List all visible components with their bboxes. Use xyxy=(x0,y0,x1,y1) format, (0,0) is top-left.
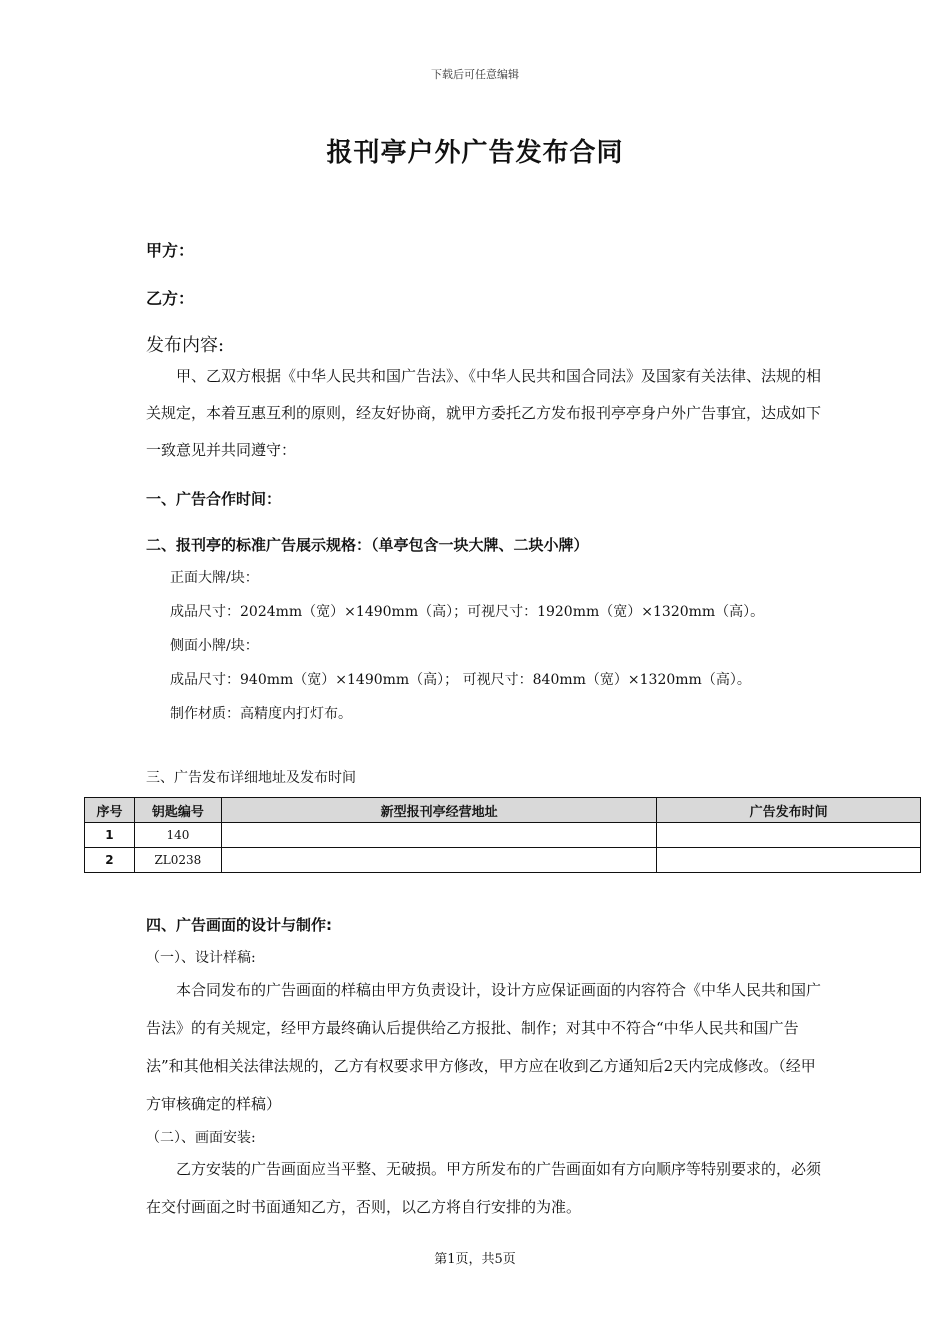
key-cell: 140 xyxy=(134,823,221,848)
column-header: 广告发布时间 xyxy=(657,798,921,823)
front-board-label: 正面大牌/块： xyxy=(170,570,259,586)
time-cell xyxy=(657,848,921,873)
party-a-label: 甲方： xyxy=(146,241,195,260)
subsection-2-paragraph: 乙方安装的广告画面应当平整、无破损。甲方所发布的广告画面如有方向顺序等特别要求的，必须在交付画面之时书面通知乙方，否则，以乙方将自行安排的为准。 xyxy=(146,1160,822,1216)
subsection-1-heading: （一）、设计样稿: xyxy=(146,950,256,966)
section-4-heading: 四、广告画面的设计与制作: xyxy=(146,916,332,934)
table-row xyxy=(85,823,921,848)
front-board-size: 成品尺寸：2024mm（宽）×1490mm（高）；可视尺寸：1920mm（宽）×1320mm（高）。 xyxy=(170,604,765,620)
table-header-row xyxy=(85,798,921,823)
subsection-2-heading: （二）、画面安装: xyxy=(146,1130,256,1146)
material-note: 制作材质：高精度内打灯布。 xyxy=(170,706,352,722)
party-b-label: 乙方： xyxy=(146,289,195,308)
address-cell xyxy=(221,848,656,873)
column-header: 新型报刊亭经营地址 xyxy=(221,798,656,823)
side-board-label: 侧面小牌/块： xyxy=(170,638,259,654)
page-footer: 第1页，共5页 xyxy=(434,1252,516,1267)
subsection-1-paragraph: 本合同发布的广告画面的样稿由甲方负责设计，设计方应保证画面的内容符合《中华人民共和国广告法》的有关规定，经甲方最终确认后提供给乙方报批、制作；对其中不符合“中华人民共和国广告法”和其他相关法律法规的，乙方有权要求甲方修改，甲方应在收到乙方通知后2天内完成修改。（经甲方审核确定的样稿） xyxy=(146,981,822,1113)
section-1-heading: 一、广告合作时间： xyxy=(146,490,282,508)
side-board-size: 成品尺寸：940mm（宽）×1490mm（高）； 可视尺寸：840mm（宽）×1320mm（高）。 xyxy=(170,672,751,688)
column-header: 序号 xyxy=(85,798,135,823)
column-header: 钥匙编号 xyxy=(134,798,221,823)
seq-cell: 1 xyxy=(85,823,135,848)
section-2-heading: 二、报刊亭的标准广告展示规格：（单亭包含一块大牌、二块小牌） xyxy=(146,536,589,554)
header-note: 下载后可任意编辑 xyxy=(431,68,519,81)
content-label: 发布内容: xyxy=(146,335,225,356)
intro-paragraph: 甲、乙双方根据《中华人民共和国广告法》、《中华人民共和国合同法》及国家有关法律、法规的相关规定，本着互惠互利的原则，经友好协商，就甲方委托乙方发布报刊亭亭身户外广告事宜，达成如下一致意见并共同遵守： xyxy=(146,367,822,459)
key-cell: ZL0238 xyxy=(134,848,221,873)
seq-cell: 2 xyxy=(85,848,135,873)
document-title: 报刊亭户外广告发布合同 xyxy=(326,138,624,168)
section-3-heading: 三、广告发布详细地址及发布时间 xyxy=(146,770,356,786)
table-row xyxy=(85,848,921,873)
time-cell xyxy=(657,823,921,848)
address-cell xyxy=(221,823,656,848)
address-table xyxy=(84,797,921,873)
